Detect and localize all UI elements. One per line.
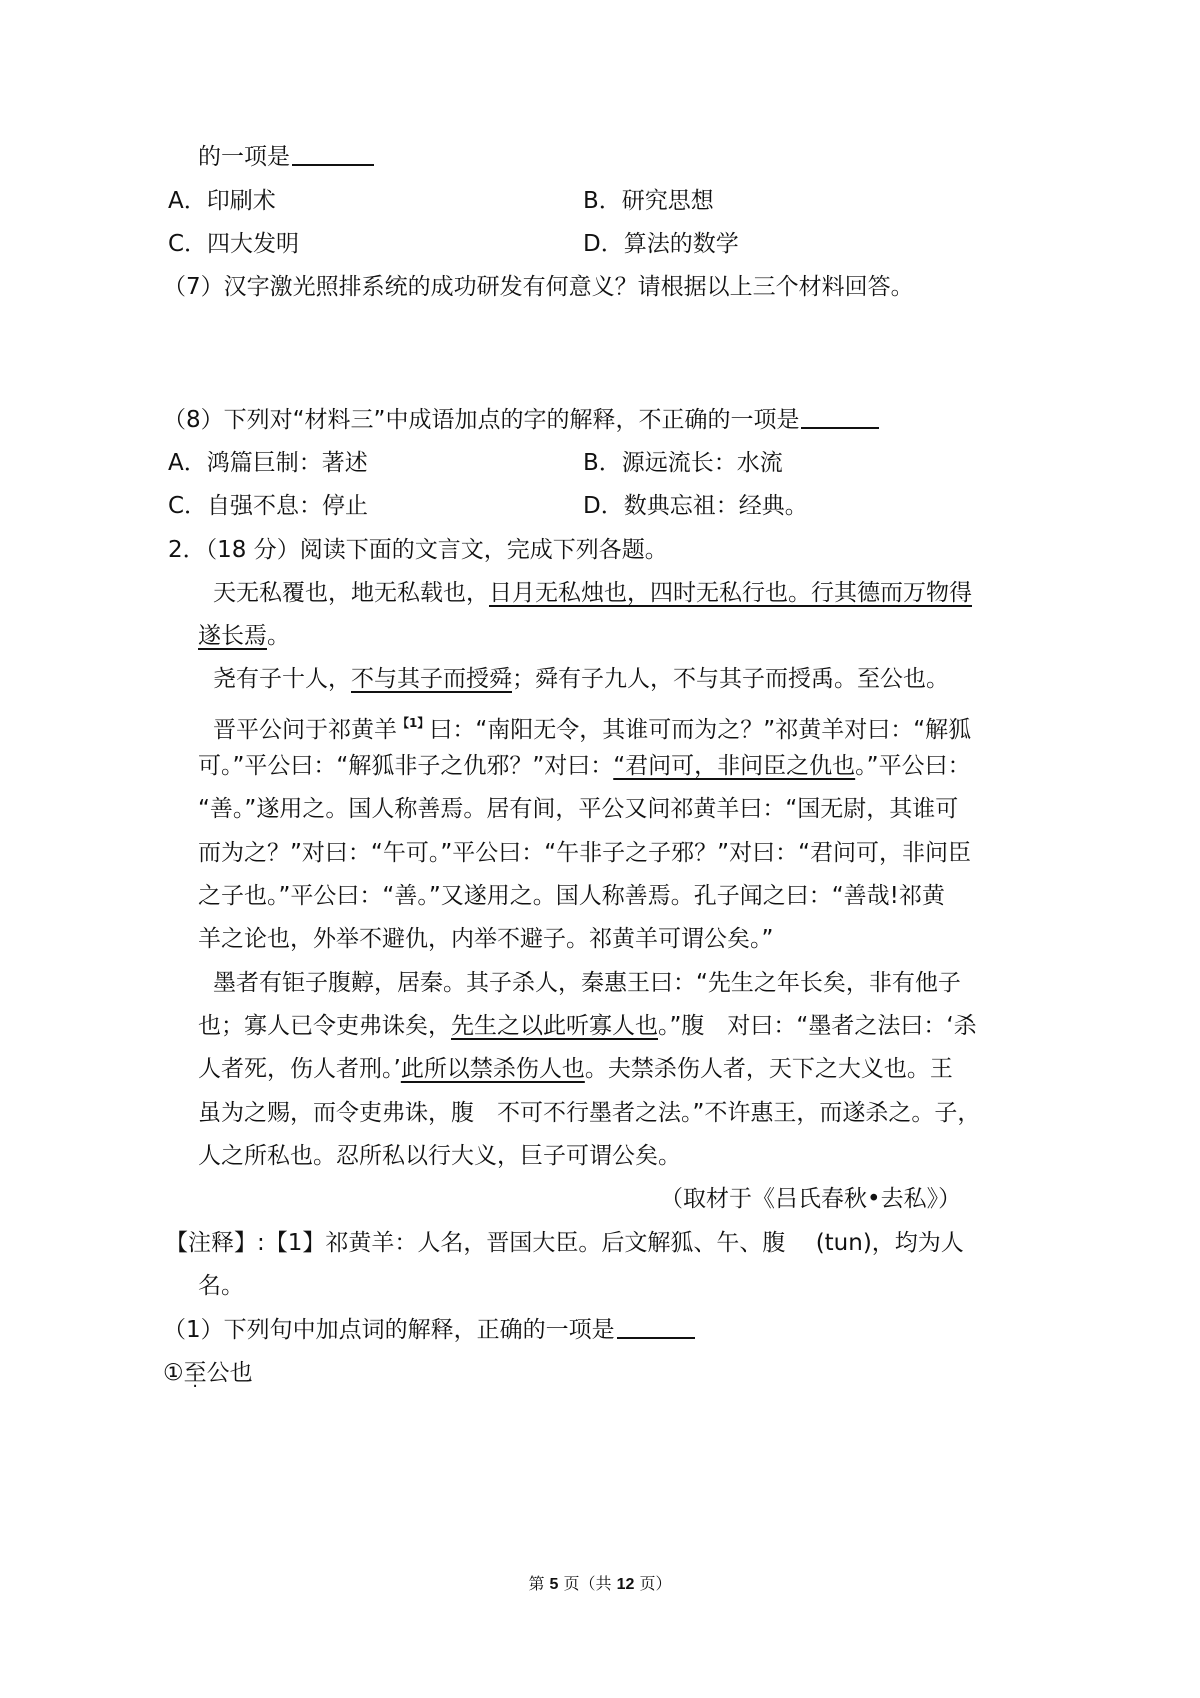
passage-source: （取材于《吕氏春秋•去私》） [660, 1186, 962, 1212]
passage-p3-line2: 可。”平公曰：“解狐非子之仇邪？”对曰：“君问可，非问臣之仇也。”平公曰： [198, 753, 971, 779]
passage-p4-line2: 也；寡人已令吏弗诛矣，先生之以此听寡人也。”腹 对曰：“墨者之法曰：‘杀 [198, 1013, 977, 1039]
underlined-sentence: 遂长焉 [198, 623, 267, 649]
q7-question: （7）汉字激光照排系统的成功研发有何意义？请根据以上三个材料回答。 [163, 274, 914, 300]
q6-option-c: C．四大发明 [168, 231, 300, 257]
answer-blank[interactable] [617, 1315, 695, 1339]
answer-blank[interactable] [292, 142, 374, 166]
passage-p1-line2: 遂长焉。 [198, 623, 290, 649]
passage-p3-line4: 而为之？”对曰：“午可。”平公曰：“午非子之子邪？”对曰：“君问可，非问臣 [198, 840, 971, 866]
page-footer: 第 5 页（共 12 页） [528, 1574, 672, 1593]
passage-p1-line1: 天无私覆也，地无私载也，日月无私烛也，四时无私行也。行其德而万物得 [213, 580, 972, 606]
passage-p2: 尧有子十人，不与其子而授舜；舜有子九人，不与其子而授禹。至公也。 [213, 666, 949, 692]
q6-stem: 的一项是 [198, 142, 374, 172]
underlined-sentence: 日月无私烛也，四时无私行也。行其德而万物得 [489, 580, 972, 606]
underlined-sentence: 先生之以此听寡人也 [451, 1013, 658, 1039]
passage-p3-line1: 晋平公问于祁黄羊$^{【1】}$曰：“南阳无令，其谁可而为之？”祁黄羊对曰：“解狐 [213, 716, 972, 743]
q8-option-b: B．源远流长：水流 [583, 450, 783, 476]
q8-option-d: D．数典忘祖：经典。 [583, 493, 808, 519]
annotation-line2: 名。 [198, 1273, 244, 1299]
q6-option-a: A．印刷术 [168, 188, 276, 214]
underlined-sentence: 不与其子而授舜 [351, 666, 512, 692]
passage-p4-line5: 人之所私也。忍所私以行大义，巨子可谓公矣。 [198, 1143, 681, 1169]
underlined-sentence: “君问可，非问臣之仇也 [613, 753, 856, 779]
annotation-line1: 【注释】:【1】祁黄羊：人名，晋国大臣。后文解狐、午、腹 (tun)，均为人 [165, 1230, 964, 1256]
q8-stem: （8）下列对“材料三”中成语加点的字的解释，不正确的一项是 [163, 405, 879, 435]
footnote-marker: 【1】 [397, 716, 430, 730]
q6-option-b: B．研究思想 [583, 188, 714, 214]
q2-header: 2．（18 分）阅读下面的文言文，完成下列各题。 [168, 537, 668, 563]
passage-p4-line4: 虽为之赐，而令吏弗诛，腹 不可不行墨者之法。”不许惠王，而遂杀之。子， [198, 1100, 981, 1126]
q2-sub1-stem: （1）下列句中加点词的解释，正确的一项是 [163, 1315, 695, 1345]
answer-blank[interactable] [801, 405, 879, 429]
q2-sub1-item1: ①至公也 [163, 1360, 253, 1386]
passage-p4-line1: 墨者有钜子腹䵍，居秦。其子杀人，秦惠王曰：“先生之年长矣，非有他子 [213, 970, 961, 996]
page-number: 5 [549, 1576, 559, 1593]
q8-option-a: A．鸿篇巨制：著述 [168, 450, 368, 476]
passage-p3-line3: “善。”遂用之。国人称善焉。居有间，平公又问祁黄羊曰：“国无尉，其谁可 [198, 796, 959, 822]
q8-option-c: C．自强不息：停止 [168, 493, 369, 519]
passage-p3-line6: 羊之论也，外举不避仇，内举不避子。祁黄羊可谓公矣。” [198, 926, 774, 952]
passage-p3-line5: 之子也。”平公曰：“善。”又遂用之。国人称善焉。孔子闻之曰：“善哉!祁黄 [198, 883, 945, 909]
q6-option-d: D．算法的数学 [583, 231, 739, 257]
dotted-character: 至 [183, 1360, 207, 1386]
total-pages: 12 [616, 1576, 635, 1593]
underlined-sentence: 此所以禁杀伤人也 [400, 1056, 585, 1082]
passage-p4-line3: 人者死，伤人者刑。’此所以禁杀伤人也。夫禁杀伤人者，天下之大义也。王 [198, 1056, 953, 1082]
